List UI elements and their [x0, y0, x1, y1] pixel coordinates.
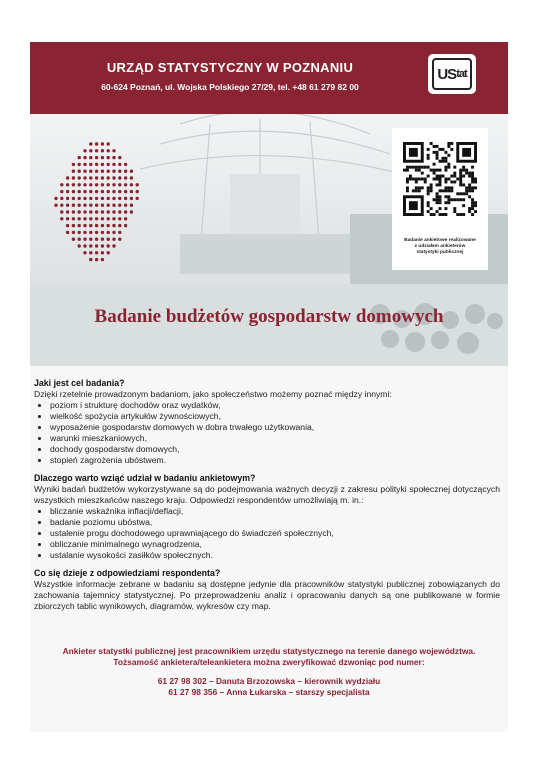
list-item: • stopień zagrożenia ubóstwem. — [50, 455, 500, 466]
section-heading: Co się dzieje z odpowiedziami respondenta? — [34, 568, 221, 578]
survey-title: Badanie budżetów gospodarstw domowych — [94, 306, 444, 327]
qr-caption-line: z udziałem ankieterów — [414, 244, 466, 249]
list-item: • badanie poziomu ubóstwa, — [50, 517, 500, 528]
office-name: URZĄD STATYSTYCZNY W POZNANIU — [106, 60, 354, 75]
qr-caption-line: statystyki publicznej — [416, 250, 464, 255]
office-address: 60-624 Poznań, ul. Wojska Polskiego 27/29, tel. +48 61 279 82 00 — [101, 82, 359, 92]
list-item: • warunki mieszkaniowych, — [50, 433, 500, 444]
ustat-logo-mark — [432, 58, 472, 90]
qr-caption — [398, 238, 482, 256]
contact-line: 61 27 98 302 – Danuta Brzozowska – kierownik wydziału — [157, 676, 381, 686]
hero-section — [30, 114, 508, 366]
list-item: • poziom i strukturę dochodów oraz wydatków, — [50, 400, 500, 411]
bullet-list — [34, 400, 500, 466]
section-why-participate — [34, 473, 500, 561]
list-item: • ustalanie wysokości zasiłków społecznych. — [50, 550, 500, 561]
verification-note: Ankieter statystki publicznej jest pracownikiem urzędu statystycznego na terenie danego województwa. Tożsamość ankietera/teleankietera można zweryfikować dzwoniąc pod numer: — [62, 646, 476, 667]
section-intro: Wyniki badań budżetów wykorzystywane są do podejmowania ważnych decyzji z zakresu polityki społecznej dotyczących wszystkich mieszkańców naszego kraju. Odpowiedzi respondentów umożliwiają m. in.: — [34, 484, 500, 505]
qr-code-icon — [403, 142, 477, 216]
section-heading: Jaki jest cel badania? — [34, 378, 125, 388]
qr-card — [392, 128, 488, 270]
list-item: • bliczanie wskaźnika inflacji/deflacji, — [50, 506, 500, 517]
logo-text: US — [437, 65, 457, 83]
logo-suffix: tat — [456, 68, 467, 80]
section-purpose — [34, 378, 500, 466]
section-heading: Dlaczego warto wziąć udział w badaniu ankietowym? — [34, 473, 256, 483]
qr-caption-line: Badanie ankietowe realizowane — [404, 238, 476, 243]
list-item: • wyposażenie gospodarstw domowych w dobra trwałego użytkowania, — [50, 422, 500, 433]
list-item: • wielkość spożycia artykułów żywnościowych, — [50, 411, 500, 422]
contact-list — [30, 676, 508, 698]
section-intro: Dzięki rzetelnie prowadzonym badaniom, jako społeczeństwo możemy poznać między innymi: — [34, 389, 392, 399]
contact-line: 61 27 98 356 – Anna Łukarska – starszy specjalista — [168, 687, 370, 697]
header-banner — [30, 42, 508, 114]
list-item: • dochody gospodarstw domowych, — [50, 444, 500, 455]
content-body — [34, 378, 500, 619]
bullet-list — [34, 506, 500, 561]
verification-footer — [30, 646, 508, 698]
ustat-logo — [428, 54, 476, 94]
section-responses — [34, 568, 500, 612]
list-item: • obliczanie minimalnego wynagrodzenia, — [50, 539, 500, 550]
wielkopolska-dot-map-icon — [52, 140, 142, 270]
list-item: • ustalenie progu dochodowego uprawniającego do świadczeń społecznych, — [50, 528, 500, 539]
section-intro: Wszystkie informacje zebrane w badaniu są dostępne jedynie dla pracowników statystyki publicznej zobowiązanych do zachowania tajemnicy statystycznej. Po przeprowadzeniu analiz i opracowaniu danych są one publikowane w formie zbiorczych tablic wynikowych, diagramów, wykresów czy map. — [34, 579, 500, 611]
